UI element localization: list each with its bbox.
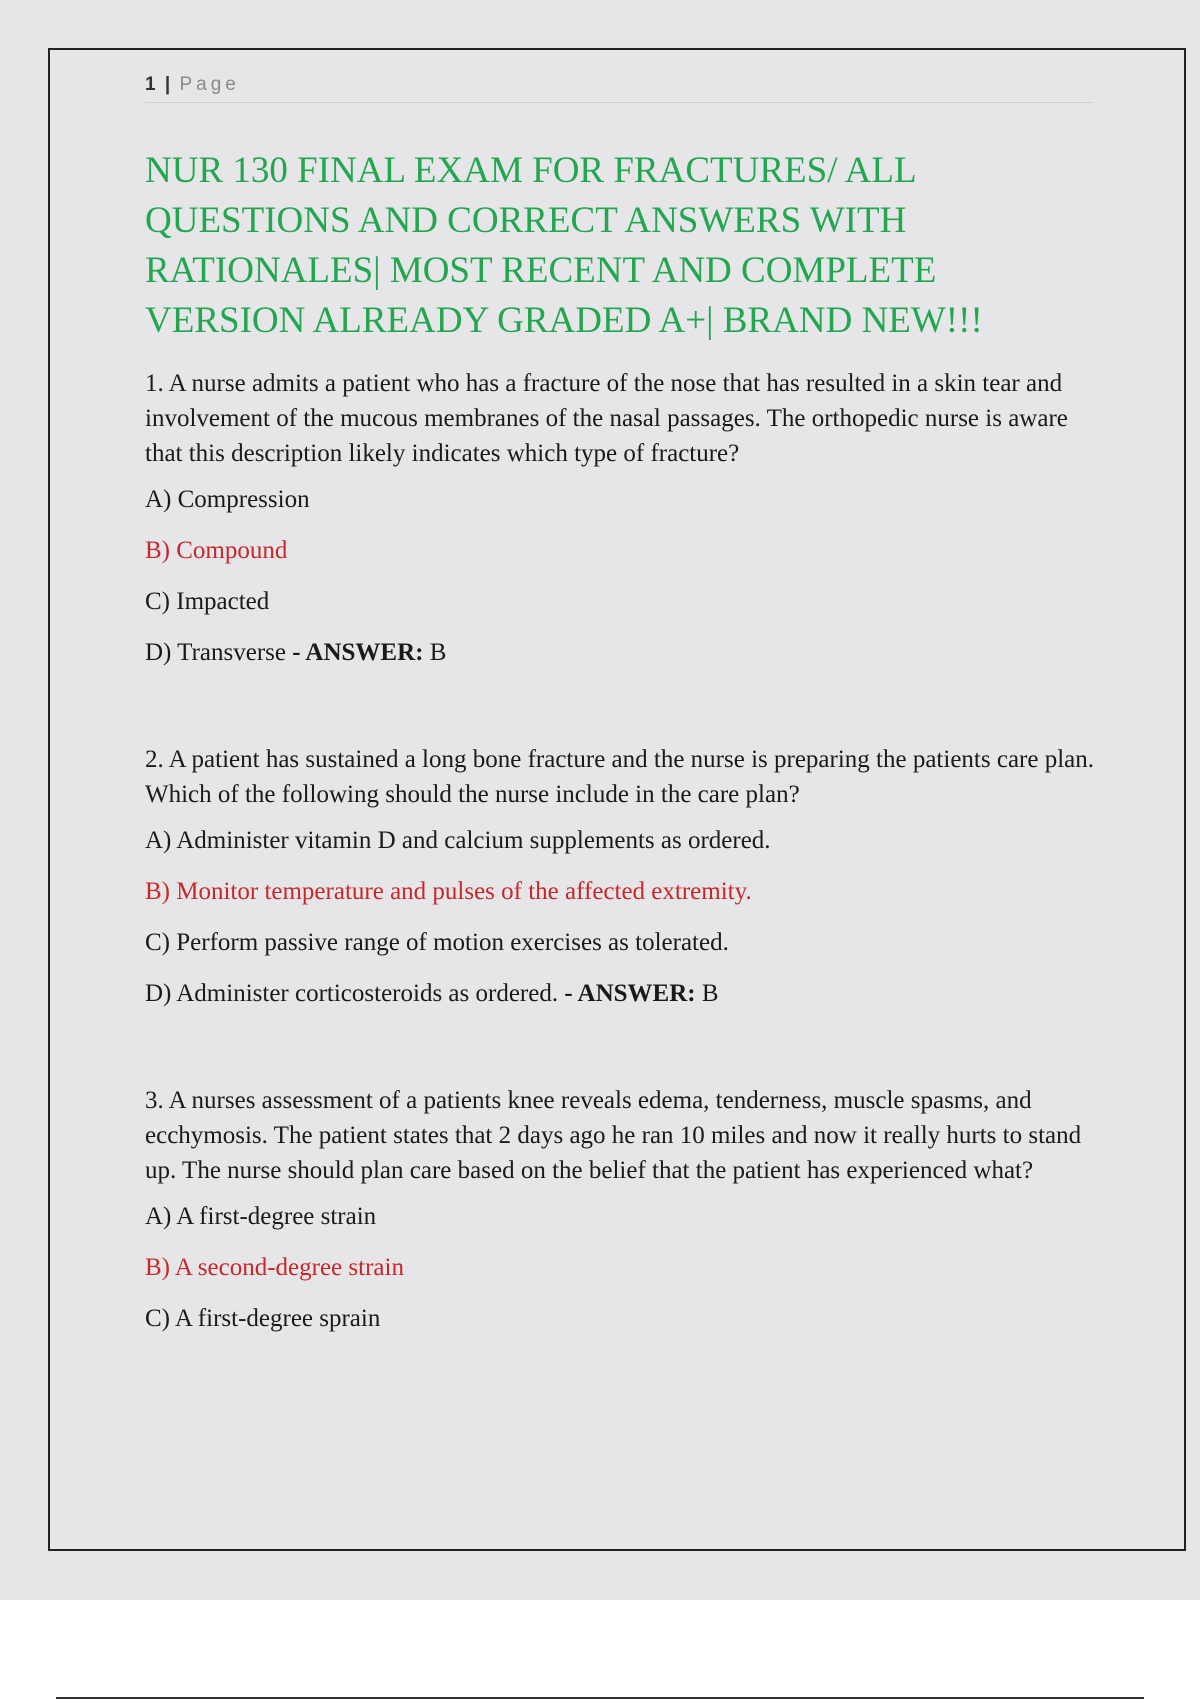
- spacer: [145, 1030, 1095, 1083]
- option-c: C) Perform passive range of motion exercises as tolerated.: [145, 929, 729, 956]
- option-d-with-answer: [145, 638, 1095, 668]
- footer-divider: [56, 1697, 1144, 1699]
- option-b-correct: B) Monitor temperature and pulses of the affected extremity.: [145, 878, 752, 905]
- option-b-correct: B) Compound: [145, 537, 288, 564]
- option-a: A) Compression: [145, 486, 310, 513]
- answer-value: B: [695, 980, 719, 1007]
- option-a: A) Administer vitamin D and calcium supplements as ordered.: [145, 827, 771, 854]
- page-label: Page: [179, 74, 240, 95]
- spacer: [145, 689, 1095, 742]
- document-content: [145, 146, 1095, 1355]
- option-d: D) Administer corticosteroids as ordered.: [145, 980, 559, 1007]
- question-text: 3. A nurses assessment of a patients knee reveals edema, tenderness, muscle spasms, and ecchymosis. The patient states that 2 days ago he ran 10 miles and now it really hurts to stand up. The nurse should plan care based on the belief that the patient has experienced what?: [145, 1087, 1082, 1184]
- option-c: C) Impacted: [145, 588, 270, 615]
- document-title: NUR 130 FINAL EXAM FOR FRACTURES/ ALL QUESTIONS AND CORRECT ANSWERS WITH RATIONALES| MOST RECENT AND COMPLETE VERSION ALREADY GRADED A+| BRAND NEW!!!: [145, 150, 983, 341]
- page-header: [145, 74, 1093, 103]
- option-b-correct: B) A second-degree strain: [145, 1254, 404, 1281]
- option-d-with-answer: [145, 979, 1095, 1009]
- question-block-3: [145, 1083, 1095, 1334]
- option-d: D) Transverse: [145, 639, 286, 666]
- answer-value: B: [423, 639, 447, 666]
- answer-label: ANSWER:: [577, 980, 696, 1007]
- option-c: C) A first-degree sprain: [145, 1305, 381, 1332]
- question-text: 1. A nurse admits a patient who has a fracture of the nose that has resulted in a skin tear and involvement of the mucous membranes of the nasal passages. The orthopedic nurse is aware that this description likely indicates which type of fracture?: [145, 370, 1068, 467]
- question-block-2: [145, 742, 1095, 1009]
- option-a: A) A first-degree strain: [145, 1203, 377, 1230]
- answer-prefix: -: [558, 980, 578, 1007]
- question-block-1: [145, 366, 1095, 668]
- question-text: 2. A patient has sustained a long bone fracture and the nurse is preparing the patients care plan. Which of the following should the nurse include in the care plan?: [145, 746, 1094, 808]
- page-separator: |: [164, 74, 171, 95]
- answer-prefix: -: [285, 639, 306, 666]
- page-number: 1: [145, 74, 156, 95]
- answer-label: ANSWER:: [305, 639, 424, 666]
